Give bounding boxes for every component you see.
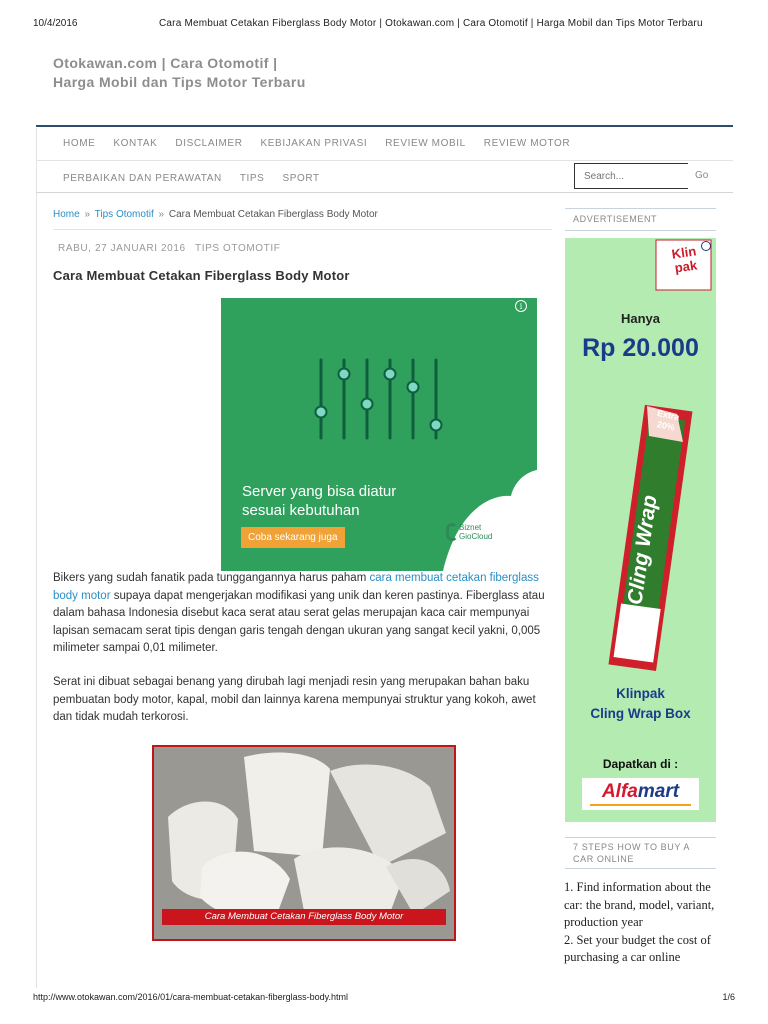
ad-info-icon[interactable]: i <box>515 300 527 312</box>
ad-brand-logo <box>459 523 492 541</box>
post-meta <box>58 243 280 254</box>
advertisement-label: ADVERTISEMENT <box>573 214 658 224</box>
alfamart-logo <box>582 778 699 810</box>
nav-item-disclaimer[interactable]: DISCLAIMER <box>175 138 243 149</box>
ad-headline-line-1: Server yang bisa diatur <box>242 483 397 500</box>
article-paragraph-2: Serat ini dibuat sebagai benang yang dirubah lagi menjadi resin yang merupakan bahan baku pembuatan body motor, kapal, mobil dan lainnya karena mempunyai struktur yang kokoh, awet dan tidak mudah terkorosi. <box>53 676 536 723</box>
p1-text-start: Bikers yang sudah fanatik pada tunggangannya harus paham <box>53 572 370 584</box>
article-image <box>152 745 456 941</box>
ad-headline <box>242 482 442 520</box>
content-left-border <box>36 128 37 988</box>
steps-list-item: 2. Set your budget the cost of purchasing a car online <box>564 932 711 964</box>
breadcrumb-separator: » <box>158 209 165 220</box>
print-header <box>33 18 735 32</box>
sidebar-advertisement[interactable] <box>565 238 716 822</box>
klinpak-logo-line-1: Klin <box>670 243 698 262</box>
nav-item-home[interactable]: HOME <box>63 138 96 149</box>
print-url: http://www.otokawan.com/2016/01/cara-membuat-cetakan-fiberglass-body.html <box>33 992 348 1002</box>
ad-product-line-1: Klinpak <box>616 686 665 701</box>
nav-item-kontak[interactable]: KONTAK <box>113 138 158 149</box>
breadcrumb-current: Cara Membuat Cetakan Fiberglass Body Motor <box>168 209 378 220</box>
print-page-number: 1/6 <box>722 992 735 1002</box>
search-input[interactable] <box>574 163 688 189</box>
steps-list <box>564 879 724 967</box>
ad-headline-line-2: sesuai kebutuhan <box>242 502 360 519</box>
content-advertisement[interactable] <box>221 298 537 571</box>
steps-list-item: 1. Find information about the car: the brand, model, variant, production year <box>564 880 715 929</box>
sidebar-divider <box>565 868 716 869</box>
post-title: Cara Membuat Cetakan Fiberglass Body Motor <box>53 268 350 283</box>
breadcrumb-home[interactable]: Home <box>53 209 80 220</box>
steps-label-line-2: CAR ONLINE <box>573 854 635 864</box>
ad-cta-button[interactable]: Coba sekarang juga <box>241 527 345 548</box>
site-title[interactable]: Otokawan.com | Cara Otomotif | Harga Mobil dan Tips Motor Terbaru <box>53 55 306 90</box>
nav-row-2 <box>36 161 320 195</box>
nav-item-review-motor[interactable]: REVIEW MOTOR <box>483 138 571 149</box>
nav-row-1 <box>36 127 733 161</box>
nav-item-tips[interactable]: TIPS <box>239 172 265 184</box>
ad-product-line-2: Cling Wrap Box <box>590 706 691 721</box>
alfamart-logo-alfa: Alfa <box>601 781 638 802</box>
ad-dapatkan-text: Dapatkan di : <box>602 757 679 771</box>
nav-item-perbaikan[interactable]: PERBAIKAN DAN PERAWATAN <box>63 172 222 184</box>
ad-brand-line-1: Biznet <box>459 523 482 532</box>
nav-item-kebijakan-privasi[interactable]: KEBIJAKAN PRIVASI <box>260 138 368 149</box>
post-category[interactable]: TIPS OTOMOTIF <box>195 243 281 254</box>
steps-label <box>573 841 690 865</box>
p1-text-end: supaya dapat mengerjakan modifikasi yang unik dan keren pastinya. Fiberglass atau dalam bahasa Indonesia disebut kaca serat atau serat gelas merupajan kaca cair mempunyai lapisan semacam serat tipis dengan garis tengah dengan ukuran yang sangat kecil yakni, 0,005 milimeter sampai 0,01 milimeter. <box>53 589 545 654</box>
breadcrumb-separator: » <box>84 209 91 220</box>
print-date: 10/4/2016 <box>33 18 78 29</box>
klinpak-logo-line-2: pak <box>673 257 699 276</box>
ad-extra-line-1: Extra <box>656 407 681 423</box>
ad-box-text: Cling Wrap <box>623 493 662 607</box>
steps-label-line-1: 7 STEPS HOW TO BUY A <box>573 842 691 852</box>
ad-extra-line-2: 20% <box>656 419 676 433</box>
biznet-logo-icon <box>446 523 458 541</box>
breadcrumb <box>53 209 378 220</box>
post-date: RABU, 27 JANUARI 2016 <box>58 243 186 254</box>
nav-item-review-mobil[interactable]: REVIEW MOBIL <box>385 138 466 149</box>
nav-item-sport[interactable]: SPORT <box>282 172 320 184</box>
ad-price: Rp 20.000 <box>582 334 699 362</box>
ad-hanya-text: Hanya <box>620 311 661 326</box>
print-footer <box>33 992 735 1006</box>
sidebar-divider <box>565 230 716 231</box>
sidebar-divider <box>565 208 716 209</box>
search-go-button[interactable]: Go <box>695 170 709 181</box>
breadcrumb-category[interactable]: Tips Otomotif <box>94 209 154 220</box>
article-image-caption: Cara Membuat Cetakan Fiberglass Body Motor <box>162 909 446 925</box>
ad-brand-line-2: GioCloud <box>459 532 493 541</box>
alfamart-logo-mart: mart <box>637 781 680 802</box>
divider <box>53 229 552 230</box>
print-document-title: Cara Membuat Cetakan Fiberglass Body Motor | Otokawan.com | Cara Otomotif | Harga Mobil dan Tips Motor Terbaru <box>159 18 703 29</box>
article-inline-link[interactable]: cara membuat cetakan fiberglass body motor <box>53 572 539 602</box>
article-paragraph-1 <box>53 570 553 658</box>
sidebar-divider <box>565 837 716 838</box>
ad-product-name <box>565 684 716 724</box>
